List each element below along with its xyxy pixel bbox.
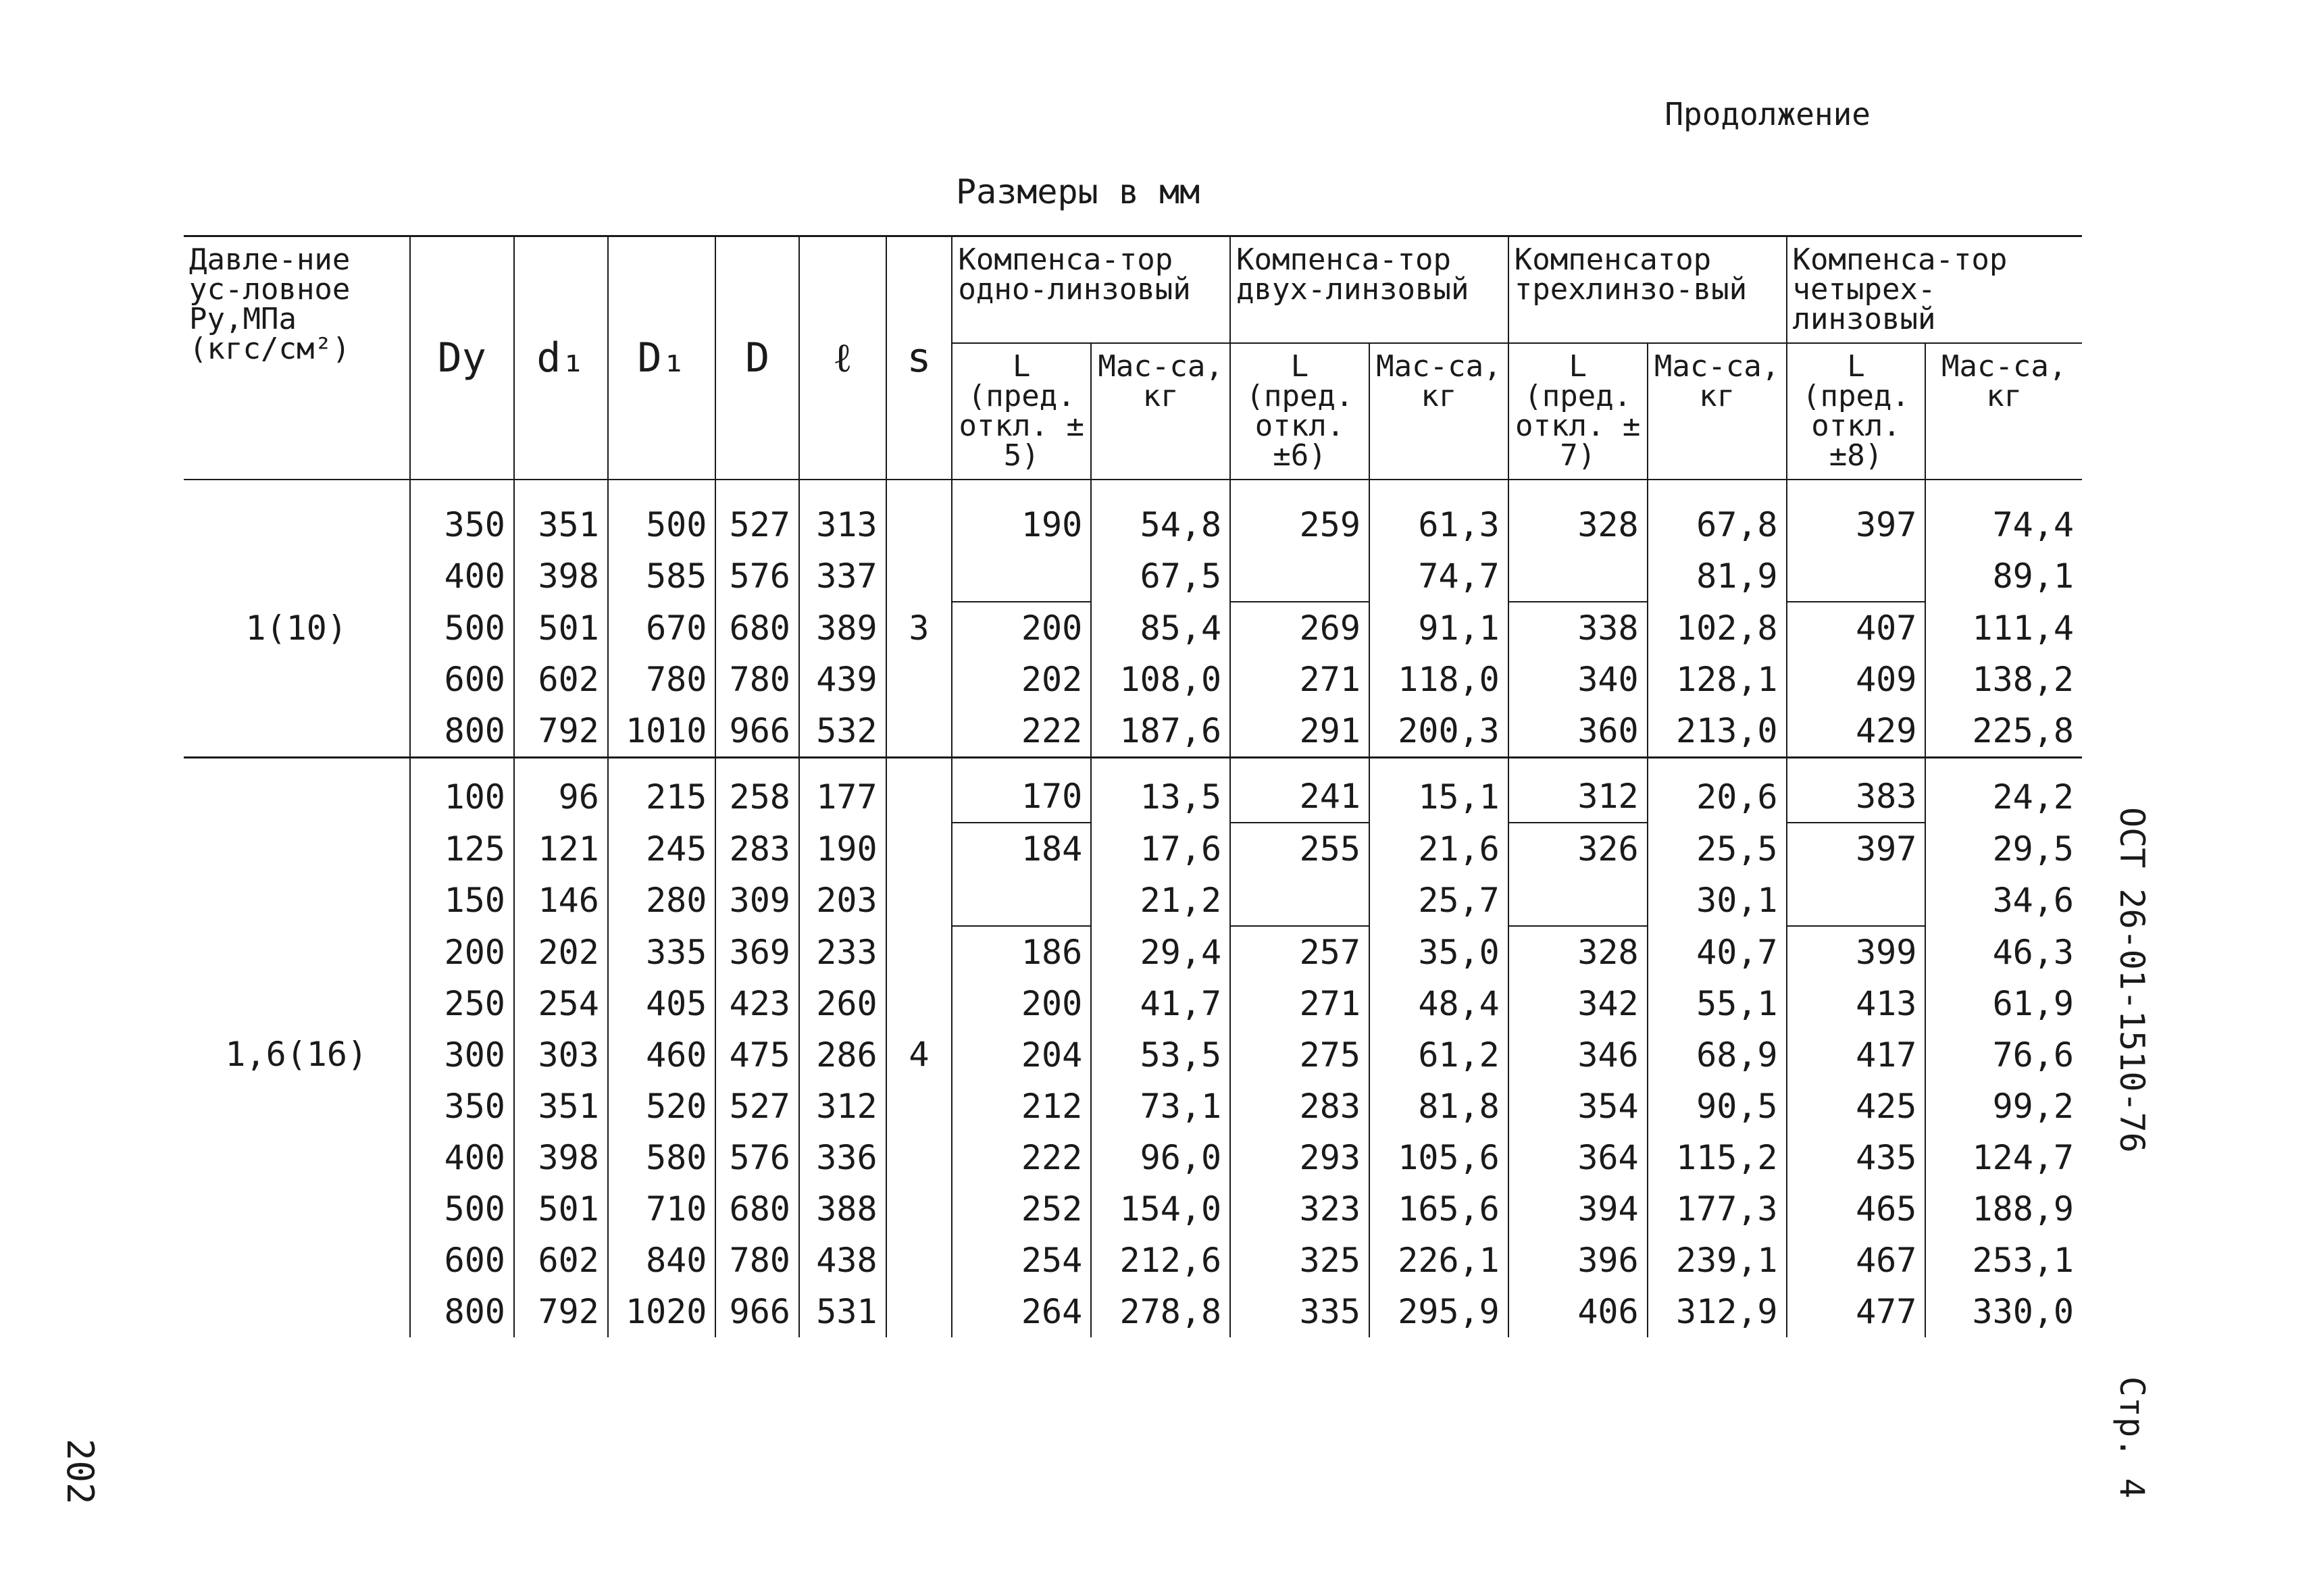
cell-length: 346 xyxy=(1508,1029,1648,1081)
wall-thickness-cell: 4 xyxy=(886,758,952,1338)
cell-mass: 124,7 xyxy=(1925,1132,2082,1183)
cell-length: 222 xyxy=(952,705,1091,758)
cell-dy: 125 xyxy=(410,823,514,875)
cell-length: 212 xyxy=(952,1081,1091,1132)
cell-mass: 21,2 xyxy=(1091,875,1230,926)
cell-D: 966 xyxy=(715,1286,799,1337)
cell-l: 286 xyxy=(799,1029,886,1081)
cell-mass: 187,6 xyxy=(1091,705,1230,758)
cell-dy: 150 xyxy=(410,875,514,926)
cell-mass: 41,7 xyxy=(1091,978,1230,1029)
cell-mass: 30,1 xyxy=(1648,875,1787,926)
cell-length: 328 xyxy=(1508,926,1648,978)
cell-mass: 40,7 xyxy=(1648,926,1787,978)
cell-length: 328 xyxy=(1508,480,1648,550)
cell-l: 389 xyxy=(799,602,886,654)
cell-D: 369 xyxy=(715,926,799,978)
cell-mass: 13,5 xyxy=(1091,758,1230,823)
cell-d1: 792 xyxy=(514,705,608,758)
cell-d1: 792 xyxy=(514,1286,608,1337)
cell-D: 576 xyxy=(715,550,799,602)
table-row xyxy=(184,1132,2082,1183)
units-caption: Размеры в мм xyxy=(956,172,1200,211)
cell-d1: 303 xyxy=(514,1029,608,1081)
table-row xyxy=(184,654,2082,705)
page-label: Стр. 4 xyxy=(2112,1376,2152,1499)
cell-D1: 335 xyxy=(608,926,716,978)
continuation-label: Продолжение xyxy=(1664,96,1871,132)
cell-length: 264 xyxy=(952,1286,1091,1337)
cell-mass: 15,1 xyxy=(1369,758,1508,823)
cell-length: 429 xyxy=(1787,705,1926,758)
cell-length: 364 xyxy=(1508,1132,1648,1183)
cell-D1: 460 xyxy=(608,1029,716,1081)
cell-D1: 520 xyxy=(608,1081,716,1132)
cell-mass: 48,4 xyxy=(1369,978,1508,1029)
cell-mass: 253,1 xyxy=(1925,1235,2082,1286)
cell-d1: 351 xyxy=(514,480,608,550)
cell-length: 467 xyxy=(1787,1235,1926,1286)
table-row xyxy=(184,1286,2082,1337)
cell-mass: 115,2 xyxy=(1648,1132,1787,1183)
table-row xyxy=(184,823,2082,875)
cell-l: 177 xyxy=(799,758,886,823)
standard-code: ОСТ 26-01-1510-76 xyxy=(2112,807,2152,1153)
cell-length: 259 xyxy=(1230,480,1369,550)
cell-dy: 100 xyxy=(410,758,514,823)
cell-l: 439 xyxy=(799,654,886,705)
cell-d1: 501 xyxy=(514,602,608,654)
cell-length: 407 xyxy=(1787,602,1926,654)
cell-length: 354 xyxy=(1508,1081,1648,1132)
cell-D1: 585 xyxy=(608,550,716,602)
cell-d1: 202 xyxy=(514,926,608,978)
cell-length: 342 xyxy=(1508,978,1648,1029)
cell-length: 477 xyxy=(1787,1286,1926,1337)
table-row xyxy=(184,480,2082,550)
header-L-3: L (пред. откл. ± 7) xyxy=(1508,343,1648,480)
cell-l: 532 xyxy=(799,705,886,758)
cell-D1: 1010 xyxy=(608,705,716,758)
cell-d1: 398 xyxy=(514,1132,608,1183)
header-mass-3: Мас-са, кг xyxy=(1648,343,1787,480)
cell-dy: 300 xyxy=(410,1029,514,1081)
header-pressure: Давле-ние ус-ловное Ру,МПа (кгс/см²) xyxy=(184,236,410,480)
cell-mass: 90,5 xyxy=(1648,1081,1787,1132)
cell-length: 399 xyxy=(1787,926,1926,978)
cell-mass: 34,6 xyxy=(1925,875,2082,926)
table-row xyxy=(184,1081,2082,1132)
cell-mass: 76,6 xyxy=(1925,1029,2082,1081)
cell-mass: 105,6 xyxy=(1369,1132,1508,1183)
cell-mass: 188,9 xyxy=(1925,1183,2082,1235)
page-number: 202 xyxy=(59,1439,101,1505)
cell-dy: 800 xyxy=(410,705,514,758)
cell-dy: 250 xyxy=(410,978,514,1029)
cell-l: 312 xyxy=(799,1081,886,1132)
cell-mass: 154,0 xyxy=(1091,1183,1230,1235)
cell-length: 200 xyxy=(952,978,1091,1029)
cell-length: 394 xyxy=(1508,1183,1648,1235)
cell-mass: 20,6 xyxy=(1648,758,1787,823)
cell-length: 291 xyxy=(1230,705,1369,758)
cell-length: 190 xyxy=(952,480,1091,550)
table-row xyxy=(184,602,2082,654)
cell-mass: 55,1 xyxy=(1648,978,1787,1029)
cell-D1: 280 xyxy=(608,875,716,926)
pressure-cell: 1(10) xyxy=(184,480,410,758)
cell-length: 397 xyxy=(1787,480,1926,550)
compensator-dimensions-table xyxy=(184,235,2082,1337)
table-row xyxy=(184,926,2082,978)
cell-dy: 800 xyxy=(410,1286,514,1337)
header-compensator-1-lens: Компенса-тор одно-линзовый xyxy=(952,236,1230,344)
cell-d1: 602 xyxy=(514,1235,608,1286)
cell-mass: 225,8 xyxy=(1925,705,2082,758)
cell-D: 680 xyxy=(715,1183,799,1235)
cell-D: 780 xyxy=(715,1235,799,1286)
cell-mass: 99,2 xyxy=(1925,1081,2082,1132)
table-row xyxy=(184,875,2082,926)
cell-mass: 21,6 xyxy=(1369,823,1508,875)
cell-mass: 81,9 xyxy=(1648,550,1787,602)
cell-dy: 500 xyxy=(410,1183,514,1235)
header-dy: Dу xyxy=(410,236,514,480)
cell-mass: 67,5 xyxy=(1091,550,1230,602)
cell-l: 233 xyxy=(799,926,886,978)
cell-mass: 61,3 xyxy=(1369,480,1508,550)
table-row xyxy=(184,705,2082,758)
cell-mass: 74,4 xyxy=(1925,480,2082,550)
cell-length: 170 xyxy=(952,758,1091,823)
cell-length xyxy=(1787,875,1926,926)
cell-mass: 138,2 xyxy=(1925,654,2082,705)
cell-mass: 330,0 xyxy=(1925,1286,2082,1337)
cell-length: 204 xyxy=(952,1029,1091,1081)
cell-length: 222 xyxy=(952,1132,1091,1183)
cell-mass: 85,4 xyxy=(1091,602,1230,654)
cell-l: 531 xyxy=(799,1286,886,1337)
cell-D: 258 xyxy=(715,758,799,823)
cell-l: 337 xyxy=(799,550,886,602)
cell-mass: 17,6 xyxy=(1091,823,1230,875)
cell-mass: 24,2 xyxy=(1925,758,2082,823)
cell-length: 409 xyxy=(1787,654,1926,705)
side-standard-code xyxy=(2112,807,2152,1499)
cell-length: 406 xyxy=(1508,1286,1648,1337)
cell-dy: 500 xyxy=(410,602,514,654)
cell-dy: 350 xyxy=(410,480,514,550)
cell-D1: 840 xyxy=(608,1235,716,1286)
cell-d1: 351 xyxy=(514,1081,608,1132)
cell-length xyxy=(1230,875,1369,926)
cell-length: 417 xyxy=(1787,1029,1926,1081)
cell-mass: 226,1 xyxy=(1369,1235,1508,1286)
table-row xyxy=(184,1235,2082,1286)
cell-D1: 500 xyxy=(608,480,716,550)
header-L-1: L (пред. откл. ± 5) xyxy=(952,343,1091,480)
cell-length: 275 xyxy=(1230,1029,1369,1081)
cell-l: 388 xyxy=(799,1183,886,1235)
cell-length: 255 xyxy=(1230,823,1369,875)
cell-D: 475 xyxy=(715,1029,799,1081)
cell-l: 336 xyxy=(799,1132,886,1183)
table-body xyxy=(184,480,2082,1337)
cell-length: 340 xyxy=(1508,654,1648,705)
table-row xyxy=(184,550,2082,602)
cell-mass: 29,5 xyxy=(1925,823,2082,875)
cell-l: 438 xyxy=(799,1235,886,1286)
cell-length: 241 xyxy=(1230,758,1369,823)
cell-D1: 405 xyxy=(608,978,716,1029)
cell-length: 283 xyxy=(1230,1081,1369,1132)
cell-mass: 312,9 xyxy=(1648,1286,1787,1337)
cell-length: 360 xyxy=(1508,705,1648,758)
cell-length: 396 xyxy=(1508,1235,1648,1286)
cell-dy: 350 xyxy=(410,1081,514,1132)
cell-length: 254 xyxy=(952,1235,1091,1286)
cell-D1: 1020 xyxy=(608,1286,716,1337)
cell-D: 576 xyxy=(715,1132,799,1183)
cell-mass: 81,8 xyxy=(1369,1081,1508,1132)
cell-length: 325 xyxy=(1230,1235,1369,1286)
cell-mass: 74,7 xyxy=(1369,550,1508,602)
cell-D1: 245 xyxy=(608,823,716,875)
cell-mass: 89,1 xyxy=(1925,550,2082,602)
cell-length: 383 xyxy=(1787,758,1926,823)
cell-length: 269 xyxy=(1230,602,1369,654)
cell-mass: 213,0 xyxy=(1648,705,1787,758)
header-d1: d₁ xyxy=(514,236,608,480)
cell-d1: 501 xyxy=(514,1183,608,1235)
header-s: s xyxy=(886,236,952,480)
header-compensator-4-lens: Компенса-тор четырех-линзовый xyxy=(1787,236,2082,344)
cell-length: 326 xyxy=(1508,823,1648,875)
cell-D: 780 xyxy=(715,654,799,705)
cell-D1: 780 xyxy=(608,654,716,705)
table-row xyxy=(184,1183,2082,1235)
cell-length xyxy=(952,875,1091,926)
table-row xyxy=(184,978,2082,1029)
cell-D: 966 xyxy=(715,705,799,758)
cell-length: 465 xyxy=(1787,1183,1926,1235)
cell-D: 527 xyxy=(715,1081,799,1132)
cell-l: 203 xyxy=(799,875,886,926)
cell-D: 309 xyxy=(715,875,799,926)
cell-length: 293 xyxy=(1230,1132,1369,1183)
cell-length: 425 xyxy=(1787,1081,1926,1132)
cell-mass: 91,1 xyxy=(1369,602,1508,654)
header-D1: D₁ xyxy=(608,236,716,480)
cell-length: 271 xyxy=(1230,978,1369,1029)
cell-d1: 398 xyxy=(514,550,608,602)
cell-length: 252 xyxy=(952,1183,1091,1235)
cell-mass: 278,8 xyxy=(1091,1286,1230,1337)
cell-length: 335 xyxy=(1230,1286,1369,1337)
cell-dy: 600 xyxy=(410,1235,514,1286)
cell-length: 257 xyxy=(1230,926,1369,978)
cell-mass: 96,0 xyxy=(1091,1132,1230,1183)
cell-length xyxy=(952,550,1091,602)
cell-length xyxy=(1508,550,1648,602)
cell-length xyxy=(1508,875,1648,926)
cell-length: 202 xyxy=(952,654,1091,705)
cell-mass: 53,5 xyxy=(1091,1029,1230,1081)
cell-mass: 67,8 xyxy=(1648,480,1787,550)
header-mass-4: Мас-са, кг xyxy=(1925,343,2082,480)
cell-length: 312 xyxy=(1508,758,1648,823)
header-compensator-3-lens: Компенсатор трехлинзо-вый xyxy=(1508,236,1787,344)
cell-D1: 215 xyxy=(608,758,716,823)
header-l: ℓ xyxy=(799,236,886,480)
cell-length xyxy=(1230,550,1369,602)
cell-length: 413 xyxy=(1787,978,1926,1029)
header-compensator-2-lens: Компенса-тор двух-линзовый xyxy=(1230,236,1508,344)
cell-mass: 118,0 xyxy=(1369,654,1508,705)
cell-mass: 212,6 xyxy=(1091,1235,1230,1286)
cell-mass: 108,0 xyxy=(1091,654,1230,705)
cell-length: 323 xyxy=(1230,1183,1369,1235)
cell-length xyxy=(1787,550,1926,602)
cell-mass: 73,1 xyxy=(1091,1081,1230,1132)
header-L-4: L (пред. откл. ±8) xyxy=(1787,343,1926,480)
cell-mass: 102,8 xyxy=(1648,602,1787,654)
cell-mass: 46,3 xyxy=(1925,926,2082,978)
cell-mass: 68,9 xyxy=(1648,1029,1787,1081)
cell-mass: 61,9 xyxy=(1925,978,2082,1029)
cell-D1: 580 xyxy=(608,1132,716,1183)
header-D: D xyxy=(715,236,799,480)
table-row xyxy=(184,758,2082,823)
cell-d1: 96 xyxy=(514,758,608,823)
cell-d1: 121 xyxy=(514,823,608,875)
wall-thickness-cell: 3 xyxy=(886,480,952,758)
cell-length: 435 xyxy=(1787,1132,1926,1183)
cell-dy: 200 xyxy=(410,926,514,978)
cell-length: 338 xyxy=(1508,602,1648,654)
cell-d1: 602 xyxy=(514,654,608,705)
header-mass-2: Мас-са, кг xyxy=(1369,343,1508,480)
cell-length: 186 xyxy=(952,926,1091,978)
cell-length: 397 xyxy=(1787,823,1926,875)
header-L-2: L (пред. откл. ±6) xyxy=(1230,343,1369,480)
cell-mass: 54,8 xyxy=(1091,480,1230,550)
cell-mass: 25,7 xyxy=(1369,875,1508,926)
cell-mass: 25,5 xyxy=(1648,823,1787,875)
cell-D: 283 xyxy=(715,823,799,875)
cell-l: 313 xyxy=(799,480,886,550)
cell-mass: 177,3 xyxy=(1648,1183,1787,1235)
cell-D: 680 xyxy=(715,602,799,654)
cell-D1: 670 xyxy=(608,602,716,654)
cell-mass: 165,6 xyxy=(1369,1183,1508,1235)
cell-l: 190 xyxy=(799,823,886,875)
cell-d1: 254 xyxy=(514,978,608,1029)
cell-D: 527 xyxy=(715,480,799,550)
cell-l: 260 xyxy=(799,978,886,1029)
cell-mass: 61,2 xyxy=(1369,1029,1508,1081)
cell-dy: 400 xyxy=(410,1132,514,1183)
cell-dy: 600 xyxy=(410,654,514,705)
cell-d1: 146 xyxy=(514,875,608,926)
cell-mass: 239,1 xyxy=(1648,1235,1787,1286)
cell-mass: 29,4 xyxy=(1091,926,1230,978)
cell-dy: 400 xyxy=(410,550,514,602)
cell-mass: 200,3 xyxy=(1369,705,1508,758)
cell-mass: 128,1 xyxy=(1648,654,1787,705)
header-mass-1: Мас-са, кг xyxy=(1091,343,1230,480)
cell-mass: 35,0 xyxy=(1369,926,1508,978)
pressure-cell: 1,6(16) xyxy=(184,758,410,1338)
cell-D: 423 xyxy=(715,978,799,1029)
cell-length: 184 xyxy=(952,823,1091,875)
cell-length: 200 xyxy=(952,602,1091,654)
table-row xyxy=(184,1029,2082,1081)
cell-D1: 710 xyxy=(608,1183,716,1235)
cell-mass: 111,4 xyxy=(1925,602,2082,654)
cell-mass: 295,9 xyxy=(1369,1286,1508,1337)
cell-length: 271 xyxy=(1230,654,1369,705)
